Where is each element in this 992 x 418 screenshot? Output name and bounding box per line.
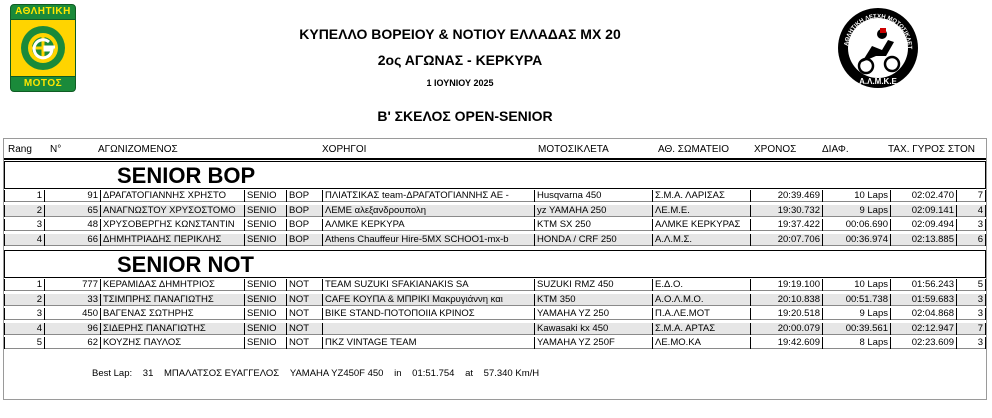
cell-category: SENIO [244, 205, 286, 217]
logo-bottom-band [10, 76, 76, 92]
cell-fastlap: 02:09.494 [890, 219, 956, 231]
table-header [4, 144, 986, 158]
cell-group: BOP [286, 219, 322, 231]
cell-sponsor: ΑΛΜΚΕ ΚΕΡΚΥΡΑ [322, 219, 534, 231]
cell-bike: YAMAHA YZ 250F [534, 337, 652, 349]
cell-rang: 2 [4, 294, 44, 306]
cell-rider: ΚΟΥΖΗΣ ΠΑΥΛΟΣ [100, 337, 244, 349]
best-lap-speed: 57.340 Km/H [483, 368, 540, 379]
cell-club: ΛΕ.Μ.Ε. [652, 205, 750, 217]
logo-top-band [10, 4, 76, 20]
cell-diff: 9 Laps [822, 205, 890, 217]
cell-category: SENIO [244, 219, 286, 231]
page-title: ΚΥΠΕΛΛΟ ΒΟΡΕΙΟΥ & ΝΟΤΙΟΥ ΕΛΛΑΔΑΣ MX 20 [299, 26, 621, 42]
cell-group: NOT [286, 323, 322, 335]
col-time: ΧΡΟΝΟΣ [754, 144, 797, 155]
cell-category: SENIO [244, 294, 286, 306]
cell-bike: YAMAHA YZ 250 [534, 308, 652, 320]
cell-bike: yz YAMAHA 250 [534, 205, 652, 217]
cell-group: BOP [286, 190, 322, 202]
cell-bike: SUZUKI RMZ 450 [534, 279, 652, 291]
cell-rider: ΑΝΑΓΝΩΣΤΟΥ ΧΡΥΣΟΣΤΟΜΟ [100, 205, 244, 217]
cell-club: ΑΛΜΚΕ ΚΕΡΚΥΡΑΣ [652, 219, 750, 231]
logo-club-initials: Α.Λ.Μ.Κ.Ε [859, 77, 897, 86]
cell-diff: 8 Laps [822, 337, 890, 349]
best-lap-at: at [465, 368, 474, 379]
cell-sponsor [322, 323, 534, 335]
cell-time: 19:42.609 [750, 337, 822, 349]
cell-number: 450 [44, 308, 100, 320]
logo-emblem [10, 20, 76, 76]
logo-top-text: ΑΘΛΗΤΙΚΗ [15, 6, 71, 17]
cell-diff: 00:06.690 [822, 219, 890, 231]
cell-fastlap-lap: 3 [956, 294, 986, 306]
cell-rider: ΒΑΓΕΝΑΣ ΣΩΤΗΡΗΣ [100, 308, 244, 320]
best-lap-line [92, 368, 547, 379]
cell-fastlap-lap: 5 [956, 279, 986, 291]
cell-rider: ΔΗΜΗΤΡΙΑΔΗΣ ΠΕΡΙΚΛΗΣ [100, 234, 244, 246]
cell-sponsor: TEAM SUZUKI SFAKIANAKIS SA [322, 279, 534, 291]
cell-category: SENIO [244, 279, 286, 291]
cell-diff: 10 Laps [822, 190, 890, 202]
event-subtitle: 2ος ΑΓΩΝΑΣ - ΚΕΡΚΥΡΑ [377, 52, 543, 68]
section-title: SENIOR NOT [117, 252, 254, 277]
best-lap-rider: ΜΠΑΛΑΤΣΟΣ ΕΥΑΓΓΕΛΟΣ [164, 368, 280, 379]
cell-fastlap: 01:59.683 [890, 294, 956, 306]
cell-rider: ΔΡΑΓΑΤΟΓΙΑΝΝΗΣ ΧΡΗΣΤΟ [100, 190, 244, 202]
cell-rang: 3 [4, 308, 44, 320]
best-lap-time: 01:51.754 [412, 368, 455, 379]
table-row [4, 279, 986, 291]
col-fastlap: ΤΑΧ. ΓΥΡΟΣ ΣΤΟΝ [888, 144, 975, 155]
cell-fastlap: 02:12.947 [890, 323, 956, 335]
motocross-rider-icon [836, 6, 920, 94]
cell-rang: 2 [4, 205, 44, 217]
cell-diff: 9 Laps [822, 308, 890, 320]
federation-logo [10, 4, 76, 92]
cell-rider: ΚΕΡΑΜΙΔΑΣ ΔΗΜΗΤΡΙΟΣ [100, 279, 244, 291]
cell-rider: ΤΣΙΜΠΡΗΣ ΠΑΝΑΓΙΩΤΗΣ [100, 294, 244, 306]
col-sponsors: ΧΟΡΗΓΟΙ [322, 144, 367, 155]
cell-number: 48 [44, 219, 100, 231]
table-row [4, 308, 986, 320]
cell-diff: 10 Laps [822, 279, 890, 291]
cell-time: 20:39.469 [750, 190, 822, 202]
section-title: SENIOR BOP [117, 163, 256, 188]
cell-fastlap-lap: 3 [956, 219, 986, 231]
cell-fastlap-lap: 7 [956, 323, 986, 335]
logo-bottom-text: MOTOΣ [23, 78, 63, 89]
cell-time: 20:10.838 [750, 294, 822, 306]
header-divider [4, 158, 986, 160]
col-rang: Rang [8, 144, 32, 155]
cell-fastlap-lap: 3 [956, 308, 986, 320]
cell-time: 19:19.100 [750, 279, 822, 291]
cell-rang: 1 [4, 279, 44, 291]
table-row [4, 205, 986, 217]
cell-sponsor: BIKE STAND-ΠΟΤΟΠΟΙΙΑ ΚΡΙΝΟΣ [322, 308, 534, 320]
cell-number: 66 [44, 234, 100, 246]
best-lap-bike: YAMAHA YZ450F 450 [289, 368, 384, 379]
cell-category: SENIO [244, 337, 286, 349]
cell-diff: 00:36.974 [822, 234, 890, 246]
cell-sponsor: ΠΛΙΑΤΣΙΚΑΣ team-ΔΡΑΓΑΤΟΓΙΑΝΝΗΣ ΑΕ - [322, 190, 534, 202]
cell-fastlap: 02:02.470 [890, 190, 956, 202]
cell-fastlap: 02:23.609 [890, 337, 956, 349]
cell-club: Α.Ο.Λ.Μ.Ο. [652, 294, 750, 306]
cell-number: 62 [44, 337, 100, 349]
table-row [4, 337, 986, 349]
cell-sponsor: ΛΕΜΕ αλεξανδρουπολη [322, 205, 534, 217]
cell-fastlap-lap: 6 [956, 234, 986, 246]
cell-group: NOT [286, 337, 322, 349]
cell-club: Π.Α.ΛΕ.ΜΟΤ [652, 308, 750, 320]
cell-number: 91 [44, 190, 100, 202]
cell-club: Σ.Μ.Α. ΛΑΡΙΣΑΣ [652, 190, 750, 202]
cell-diff: 00:39.561 [822, 323, 890, 335]
col-club: ΑΘ. ΣΩΜΑΤΕΙΟ [658, 144, 730, 155]
cell-rang: 4 [4, 323, 44, 335]
cell-time: 20:00.079 [750, 323, 822, 335]
wheel-icon [11, 20, 75, 76]
cell-club: Α.Λ.Μ.Σ. [652, 234, 750, 246]
section-senior-not [4, 250, 986, 278]
cell-group: NOT [286, 294, 322, 306]
cell-category: SENIO [244, 234, 286, 246]
table-row [4, 190, 986, 202]
section-senior-bop [4, 161, 986, 189]
cell-group: BOP [286, 205, 322, 217]
cell-diff: 00:51.738 [822, 294, 890, 306]
cell-group: NOT [286, 279, 322, 291]
cell-time: 20:07.706 [750, 234, 822, 246]
table-row [4, 234, 986, 246]
cell-bike: Husqvarna 450 [534, 190, 652, 202]
race-title: Β' ΣΚΕΛΟΣ OPEN-SENIOR [377, 108, 553, 124]
cell-fastlap-lap: 4 [956, 205, 986, 217]
cell-rang: 4 [4, 234, 44, 246]
cell-rang: 3 [4, 219, 44, 231]
cell-category: SENIO [244, 308, 286, 320]
event-date: 1 ΙΟΥΝΙΟΥ 2025 [426, 78, 494, 88]
cell-rang: 5 [4, 337, 44, 349]
cell-group: BOP [286, 234, 322, 246]
cell-category: SENIO [244, 190, 286, 202]
cell-sponsor: Athens Chauffeur Hire-5MX SCHOO1-mx-b [322, 234, 534, 246]
table-row [4, 219, 986, 231]
cell-sponsor: ΠΚΖ VINTAGE TEAM [322, 337, 534, 349]
cell-category: SENIO [244, 323, 286, 335]
cell-rang: 1 [4, 190, 44, 202]
cell-fastlap: 02:13.885 [890, 234, 956, 246]
cell-time: 19:20.518 [750, 308, 822, 320]
cell-number: 65 [44, 205, 100, 217]
logo-arc-text: ΑΘΛΗΤΙΚΗ ΛΕΣΧΗ ΜΟΤΟΣΙΚΛΕΤ [844, 13, 913, 49]
best-lap-number: 31 [142, 368, 154, 379]
cell-bike: HONDA / CRF 250 [534, 234, 652, 246]
cell-rider: ΣΙΔΕΡΗΣ ΠΑΝΑΓΙΩΤΗΣ [100, 323, 244, 335]
cell-club: Ε.Δ.Ο. [652, 279, 750, 291]
cell-bike: KTM 350 [534, 294, 652, 306]
best-lap-label: Best Lap: [92, 368, 133, 379]
cell-bike: Kawasaki kx 450 [534, 323, 652, 335]
table-row [4, 294, 986, 306]
cell-fastlap-lap: 7 [956, 190, 986, 202]
table-row [4, 323, 986, 335]
cell-fastlap: 02:09.141 [890, 205, 956, 217]
cell-fastlap: 01:56.243 [890, 279, 956, 291]
col-no: N° [50, 144, 62, 155]
col-bike: ΜΟΤΟΣΙΚΛΕΤΑ [538, 144, 609, 155]
cell-fastlap: 02:04.868 [890, 308, 956, 320]
best-lap-in: in [394, 368, 402, 379]
cell-number: 33 [44, 294, 100, 306]
cell-group: NOT [286, 308, 322, 320]
col-diff: ΔΙΑΦ. [822, 144, 849, 155]
cell-rider: ΧΡΥΣΟΒΕΡΓΗΣ ΚΩΝΣΤΑΝΤΙΝ [100, 219, 244, 231]
cell-time: 19:37.422 [750, 219, 822, 231]
club-logo [836, 6, 920, 94]
cell-club: Σ.Μ.Α. ΑΡΤΑΣ [652, 323, 750, 335]
cell-club: ΛΕ.ΜΟ.ΚΑ [652, 337, 750, 349]
cell-bike: KTM SX 250 [534, 219, 652, 231]
cell-sponsor: CAFE ΚΟΥΠΑ & ΜΠΡΙΚΙ Μακρυγιάννη και [322, 294, 534, 306]
cell-time: 19:30.732 [750, 205, 822, 217]
cell-number: 777 [44, 279, 100, 291]
cell-number: 96 [44, 323, 100, 335]
col-rider: ΑΓΩΝΙΖΟΜΕΝΟΣ [98, 144, 178, 155]
cell-fastlap-lap: 3 [956, 337, 986, 349]
